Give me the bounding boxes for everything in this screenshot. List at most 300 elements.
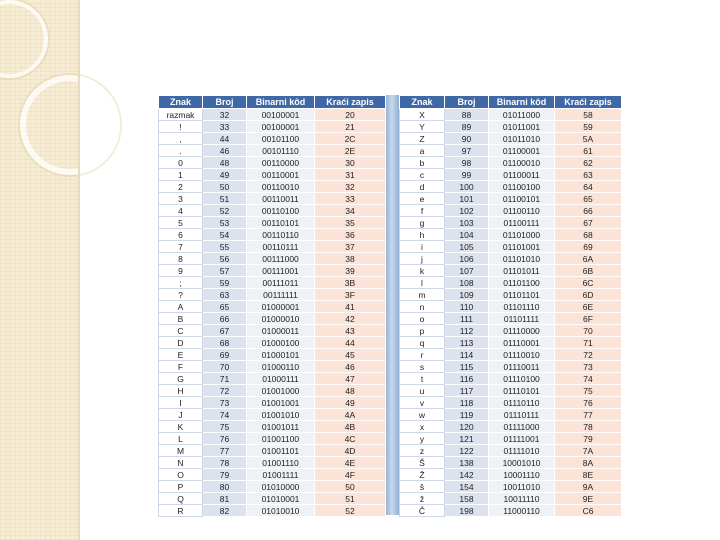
- cell-binarni-kod: 01000110: [247, 361, 315, 373]
- table-row: [159, 421, 386, 433]
- table-row: [400, 145, 622, 157]
- table-row: [159, 289, 386, 301]
- cell-broj: 154: [445, 481, 489, 493]
- cell-kraci-zapis: 38: [315, 253, 386, 265]
- cell-kraci-zapis: 69: [555, 241, 622, 253]
- cell-binarni-kod: 01110101: [489, 385, 555, 397]
- cell-broj: 54: [203, 229, 247, 241]
- cell-broj: 142: [445, 469, 489, 481]
- cell-binarni-kod: 01000111: [247, 373, 315, 385]
- cell-znak: b: [400, 157, 445, 169]
- cell-znak: q: [400, 337, 445, 349]
- cell-znak: š: [400, 481, 445, 493]
- cell-kraci-zapis: 76: [555, 397, 622, 409]
- header-binarni-kod: Binarni kôd: [247, 96, 315, 109]
- cell-znak: a: [400, 145, 445, 157]
- cell-kraci-zapis: 9A: [555, 481, 622, 493]
- table-row: [159, 109, 386, 121]
- cell-binarni-kod: 01000100: [247, 337, 315, 349]
- table-row: [400, 385, 622, 397]
- cell-binarni-kod: 01000001: [247, 301, 315, 313]
- cell-binarni-kod: 01010000: [247, 481, 315, 493]
- cell-broj: 80: [203, 481, 247, 493]
- cell-binarni-kod: 11000110: [489, 505, 555, 517]
- cell-broj: 51: [203, 193, 247, 205]
- table-row: [159, 385, 386, 397]
- cell-broj: 67: [203, 325, 247, 337]
- cell-binarni-kod: 00101110: [247, 145, 315, 157]
- cell-kraci-zapis: 4E: [315, 457, 386, 469]
- cell-binarni-kod: 01011000: [489, 109, 555, 121]
- sidebar-edge: [78, 0, 80, 540]
- cell-binarni-kod: 01000101: [247, 349, 315, 361]
- cell-znak: 9: [159, 265, 203, 277]
- table-row: [400, 373, 622, 385]
- table-row: [400, 493, 622, 505]
- ascii-table-left: [158, 95, 386, 517]
- cell-binarni-kod: 01100010: [489, 157, 555, 169]
- table-row: [400, 181, 622, 193]
- cell-kraci-zapis: 64: [555, 181, 622, 193]
- table-row: [400, 481, 622, 493]
- cell-broj: 99: [445, 169, 489, 181]
- cell-kraci-zapis: 5A: [555, 133, 622, 145]
- cell-znak: N: [159, 457, 203, 469]
- table-row: [159, 349, 386, 361]
- cell-znak: D: [159, 337, 203, 349]
- table-row: [159, 445, 386, 457]
- cell-znak: t: [400, 373, 445, 385]
- cell-binarni-kod: 00110100: [247, 205, 315, 217]
- table-row: [400, 109, 622, 121]
- cell-znak: Q: [159, 493, 203, 505]
- cell-znak: H: [159, 385, 203, 397]
- cell-binarni-kod: 01101101: [489, 289, 555, 301]
- table-row: [400, 277, 622, 289]
- cell-broj: 110: [445, 301, 489, 313]
- cell-broj: 118: [445, 397, 489, 409]
- cell-binarni-kod: 10001010: [489, 457, 555, 469]
- table-row: [159, 241, 386, 253]
- cell-znak: E: [159, 349, 203, 361]
- table-row: [400, 469, 622, 481]
- cell-binarni-kod: 01110010: [489, 349, 555, 361]
- cell-znak: B: [159, 313, 203, 325]
- cell-broj: 63: [203, 289, 247, 301]
- table-row: [400, 133, 622, 145]
- cell-kraci-zapis: 30: [315, 157, 386, 169]
- cell-kraci-zapis: 39: [315, 265, 386, 277]
- cell-binarni-kod: 00110000: [247, 157, 315, 169]
- cell-binarni-kod: 01111010: [489, 445, 555, 457]
- cell-znak: s: [400, 361, 445, 373]
- cell-kraci-zapis: 78: [555, 421, 622, 433]
- cell-binarni-kod: 00111000: [247, 253, 315, 265]
- cell-znak: m: [400, 289, 445, 301]
- table-row: [159, 301, 386, 313]
- table-row: [400, 193, 622, 205]
- header-binarni-kod: Binarni kôd: [489, 96, 555, 109]
- header-broj: Broj: [203, 96, 247, 109]
- cell-broj: 74: [203, 409, 247, 421]
- cell-kraci-zapis: 6E: [555, 301, 622, 313]
- cell-znak: Š: [400, 457, 445, 469]
- cell-znak: 7: [159, 241, 203, 253]
- table-row: [159, 457, 386, 469]
- cell-znak: y: [400, 433, 445, 445]
- cell-broj: 198: [445, 505, 489, 517]
- table-row: [400, 445, 622, 457]
- left-table-container: [158, 95, 386, 515]
- cell-kraci-zapis: 42: [315, 313, 386, 325]
- cell-broj: 116: [445, 373, 489, 385]
- cell-znak: 5: [159, 217, 203, 229]
- cell-broj: 107: [445, 265, 489, 277]
- cell-kraci-zapis: 9E: [555, 493, 622, 505]
- cell-kraci-zapis: 37: [315, 241, 386, 253]
- table-row: [159, 217, 386, 229]
- cell-broj: 101: [445, 193, 489, 205]
- cell-kraci-zapis: 4C: [315, 433, 386, 445]
- cell-binarni-kod: 01001100: [247, 433, 315, 445]
- cell-broj: 88: [445, 109, 489, 121]
- cell-kraci-zapis: 50: [315, 481, 386, 493]
- cell-kraci-zapis: 6A: [555, 253, 622, 265]
- cell-znak: g: [400, 217, 445, 229]
- cell-kraci-zapis: 2E: [315, 145, 386, 157]
- cell-kraci-zapis: 58: [555, 109, 622, 121]
- cell-broj: 108: [445, 277, 489, 289]
- cell-broj: 44: [203, 133, 247, 145]
- cell-binarni-kod: 01000010: [247, 313, 315, 325]
- cell-znak: R: [159, 505, 203, 517]
- right-table-container: [399, 95, 622, 515]
- cell-broj: 50: [203, 181, 247, 193]
- table-row: [400, 121, 622, 133]
- table-divider: [385, 95, 399, 515]
- cell-broj: 117: [445, 385, 489, 397]
- cell-binarni-kod: 01001001: [247, 397, 315, 409]
- cell-broj: 102: [445, 205, 489, 217]
- cell-binarni-kod: 01100011: [489, 169, 555, 181]
- cell-broj: 48: [203, 157, 247, 169]
- cell-kraci-zapis: 51: [315, 493, 386, 505]
- cell-kraci-zapis: 61: [555, 145, 622, 157]
- cell-binarni-kod: 01101110: [489, 301, 555, 313]
- table-row: [159, 313, 386, 325]
- cell-znak: Z: [400, 133, 445, 145]
- cell-broj: 119: [445, 409, 489, 421]
- table-row: [400, 157, 622, 169]
- table-row: [159, 409, 386, 421]
- table-row: [159, 325, 386, 337]
- cell-broj: 53: [203, 217, 247, 229]
- table-row: [400, 325, 622, 337]
- cell-broj: 78: [203, 457, 247, 469]
- cell-binarni-kod: 01111000: [489, 421, 555, 433]
- cell-znak: L: [159, 433, 203, 445]
- table-row: [400, 457, 622, 469]
- cell-znak: j: [400, 253, 445, 265]
- cell-kraci-zapis: 70: [555, 325, 622, 337]
- cell-binarni-kod: 01001010: [247, 409, 315, 421]
- cell-znak: ?: [159, 289, 203, 301]
- cell-broj: 46: [203, 145, 247, 157]
- cell-kraci-zapis: 4B: [315, 421, 386, 433]
- cell-broj: 76: [203, 433, 247, 445]
- cell-znak: Č: [400, 505, 445, 517]
- cell-broj: 98: [445, 157, 489, 169]
- cell-broj: 113: [445, 337, 489, 349]
- cell-znak: d: [400, 181, 445, 193]
- cell-znak: J: [159, 409, 203, 421]
- cell-broj: 97: [445, 145, 489, 157]
- table-row: [400, 397, 622, 409]
- cell-znak: p: [400, 325, 445, 337]
- table-row: [159, 493, 386, 505]
- table-row: [400, 241, 622, 253]
- cell-kraci-zapis: 20: [315, 109, 386, 121]
- cell-znak: 8: [159, 253, 203, 265]
- cell-broj: 103: [445, 217, 489, 229]
- cell-broj: 75: [203, 421, 247, 433]
- cell-kraci-zapis: 43: [315, 325, 386, 337]
- cell-znak: O: [159, 469, 203, 481]
- cell-binarni-kod: 01110100: [489, 373, 555, 385]
- cell-broj: 59: [203, 277, 247, 289]
- table-row: [400, 421, 622, 433]
- table-row: [159, 169, 386, 181]
- cell-kraci-zapis: 6C: [555, 277, 622, 289]
- cell-znak: x: [400, 421, 445, 433]
- cell-znak: l: [400, 277, 445, 289]
- table-row: [159, 133, 386, 145]
- table-row: [159, 277, 386, 289]
- table-row: [400, 505, 622, 517]
- table-row: [159, 361, 386, 373]
- cell-kraci-zapis: 4D: [315, 445, 386, 457]
- cell-binarni-kod: 01000011: [247, 325, 315, 337]
- cell-binarni-kod: 10011110: [489, 493, 555, 505]
- cell-znak: ,: [159, 133, 203, 145]
- cell-znak: P: [159, 481, 203, 493]
- cell-kraci-zapis: 79: [555, 433, 622, 445]
- cell-znak: ž: [400, 493, 445, 505]
- header-kraci-zapis: Kraći zapis: [315, 96, 386, 109]
- cell-znak: n: [400, 301, 445, 313]
- cell-znak: i: [400, 241, 445, 253]
- cell-znak: 1: [159, 169, 203, 181]
- cell-kraci-zapis: 33: [315, 193, 386, 205]
- cell-znak: c: [400, 169, 445, 181]
- cell-kraci-zapis: 68: [555, 229, 622, 241]
- cell-kraci-zapis: 3B: [315, 277, 386, 289]
- cell-znak: 0: [159, 157, 203, 169]
- cell-binarni-kod: 01010001: [247, 493, 315, 505]
- cell-broj: 72: [203, 385, 247, 397]
- table-row: [400, 265, 622, 277]
- decorative-circle: [20, 75, 120, 175]
- cell-binarni-kod: 10011010: [489, 481, 555, 493]
- cell-binarni-kod: 10001110: [489, 469, 555, 481]
- table-row: [400, 253, 622, 265]
- cell-binarni-kod: 00101100: [247, 133, 315, 145]
- ascii-table-right: [399, 95, 622, 517]
- table-row: [159, 145, 386, 157]
- cell-kraci-zapis: 67: [555, 217, 622, 229]
- cell-kraci-zapis: 2C: [315, 133, 386, 145]
- cell-broj: 106: [445, 253, 489, 265]
- cell-kraci-zapis: 35: [315, 217, 386, 229]
- cell-kraci-zapis: 74: [555, 373, 622, 385]
- cell-kraci-zapis: 48: [315, 385, 386, 397]
- cell-binarni-kod: 00110101: [247, 217, 315, 229]
- table-row: [400, 349, 622, 361]
- cell-znak: !: [159, 121, 203, 133]
- cell-binarni-kod: 00110001: [247, 169, 315, 181]
- cell-broj: 122: [445, 445, 489, 457]
- table-row: [159, 157, 386, 169]
- cell-kraci-zapis: 65: [555, 193, 622, 205]
- cell-kraci-zapis: 31: [315, 169, 386, 181]
- cell-binarni-kod: 01110111: [489, 409, 555, 421]
- table-row: [400, 229, 622, 241]
- cell-kraci-zapis: C6: [555, 505, 622, 517]
- table-header-row: [400, 96, 622, 109]
- cell-binarni-kod: 01001111: [247, 469, 315, 481]
- cell-znak: 6: [159, 229, 203, 241]
- table-row: [159, 481, 386, 493]
- cell-binarni-kod: 01100100: [489, 181, 555, 193]
- cell-kraci-zapis: 41: [315, 301, 386, 313]
- table-row: [400, 289, 622, 301]
- table-row: [400, 433, 622, 445]
- cell-znak: ;: [159, 277, 203, 289]
- cell-znak: X: [400, 109, 445, 121]
- cell-znak: I: [159, 397, 203, 409]
- cell-kraci-zapis: 21: [315, 121, 386, 133]
- cell-broj: 69: [203, 349, 247, 361]
- cell-broj: 33: [203, 121, 247, 133]
- cell-kraci-zapis: 77: [555, 409, 622, 421]
- cell-kraci-zapis: 73: [555, 361, 622, 373]
- cell-binarni-kod: 01001101: [247, 445, 315, 457]
- cell-broj: 52: [203, 205, 247, 217]
- cell-binarni-kod: 00111011: [247, 277, 315, 289]
- cell-binarni-kod: 00111111: [247, 289, 315, 301]
- cell-binarni-kod: 00110111: [247, 241, 315, 253]
- cell-binarni-kod: 00100001: [247, 109, 315, 121]
- cell-znak: u: [400, 385, 445, 397]
- cell-broj: 120: [445, 421, 489, 433]
- cell-kraci-zapis: 4F: [315, 469, 386, 481]
- cell-binarni-kod: 01100101: [489, 193, 555, 205]
- cell-binarni-kod: 01110110: [489, 397, 555, 409]
- cell-broj: 112: [445, 325, 489, 337]
- cell-binarni-kod: 01111001: [489, 433, 555, 445]
- cell-znak: Y: [400, 121, 445, 133]
- cell-binarni-kod: 01100110: [489, 205, 555, 217]
- cell-binarni-kod: 01101100: [489, 277, 555, 289]
- header-znak: Znak: [400, 96, 445, 109]
- cell-znak: 2: [159, 181, 203, 193]
- table-row: [159, 253, 386, 265]
- cell-broj: 82: [203, 505, 247, 517]
- cell-kraci-zapis: 49: [315, 397, 386, 409]
- cell-broj: 66: [203, 313, 247, 325]
- cell-znak: Ž: [400, 469, 445, 481]
- table-row: [400, 337, 622, 349]
- header-broj: Broj: [445, 96, 489, 109]
- cell-kraci-zapis: 4A: [315, 409, 386, 421]
- cell-binarni-kod: 01101011: [489, 265, 555, 277]
- cell-broj: 71: [203, 373, 247, 385]
- cell-kraci-zapis: 8A: [555, 457, 622, 469]
- cell-broj: 77: [203, 445, 247, 457]
- table-header-row: [159, 96, 386, 109]
- cell-znak: e: [400, 193, 445, 205]
- cell-broj: 65: [203, 301, 247, 313]
- cell-znak: h: [400, 229, 445, 241]
- table-row: [159, 373, 386, 385]
- cell-kraci-zapis: 45: [315, 349, 386, 361]
- cell-kraci-zapis: 34: [315, 205, 386, 217]
- cell-kraci-zapis: 72: [555, 349, 622, 361]
- table-row: [159, 121, 386, 133]
- cell-kraci-zapis: 66: [555, 205, 622, 217]
- cell-broj: 79: [203, 469, 247, 481]
- cell-kraci-zapis: 7A: [555, 445, 622, 457]
- cell-znak: z: [400, 445, 445, 457]
- table-row: [159, 181, 386, 193]
- cell-binarni-kod: 01110011: [489, 361, 555, 373]
- cell-binarni-kod: 01010010: [247, 505, 315, 517]
- cell-broj: 56: [203, 253, 247, 265]
- table-row: [159, 469, 386, 481]
- cell-broj: 105: [445, 241, 489, 253]
- cell-binarni-kod: 01110000: [489, 325, 555, 337]
- cell-broj: 90: [445, 133, 489, 145]
- cell-broj: 100: [445, 181, 489, 193]
- cell-kraci-zapis: 47: [315, 373, 386, 385]
- table-row: [159, 265, 386, 277]
- cell-znak: razmak: [159, 109, 203, 121]
- cell-binarni-kod: 01101000: [489, 229, 555, 241]
- cell-znak: G: [159, 373, 203, 385]
- cell-kraci-zapis: 71: [555, 337, 622, 349]
- cell-znak: K: [159, 421, 203, 433]
- cell-binarni-kod: 00110011: [247, 193, 315, 205]
- table-row: [400, 301, 622, 313]
- cell-broj: 111: [445, 313, 489, 325]
- cell-binarni-kod: 01001000: [247, 385, 315, 397]
- cell-broj: 109: [445, 289, 489, 301]
- cell-binarni-kod: 01001110: [247, 457, 315, 469]
- cell-broj: 81: [203, 493, 247, 505]
- table-row: [400, 313, 622, 325]
- cell-broj: 73: [203, 397, 247, 409]
- cell-znak: F: [159, 361, 203, 373]
- cell-kraci-zapis: 6B: [555, 265, 622, 277]
- cell-binarni-kod: 01101111: [489, 313, 555, 325]
- cell-broj: 57: [203, 265, 247, 277]
- table-row: [400, 361, 622, 373]
- cell-znak: 4: [159, 205, 203, 217]
- cell-binarni-kod: 00110110: [247, 229, 315, 241]
- cell-broj: 121: [445, 433, 489, 445]
- table-row: [159, 337, 386, 349]
- cell-kraci-zapis: 32: [315, 181, 386, 193]
